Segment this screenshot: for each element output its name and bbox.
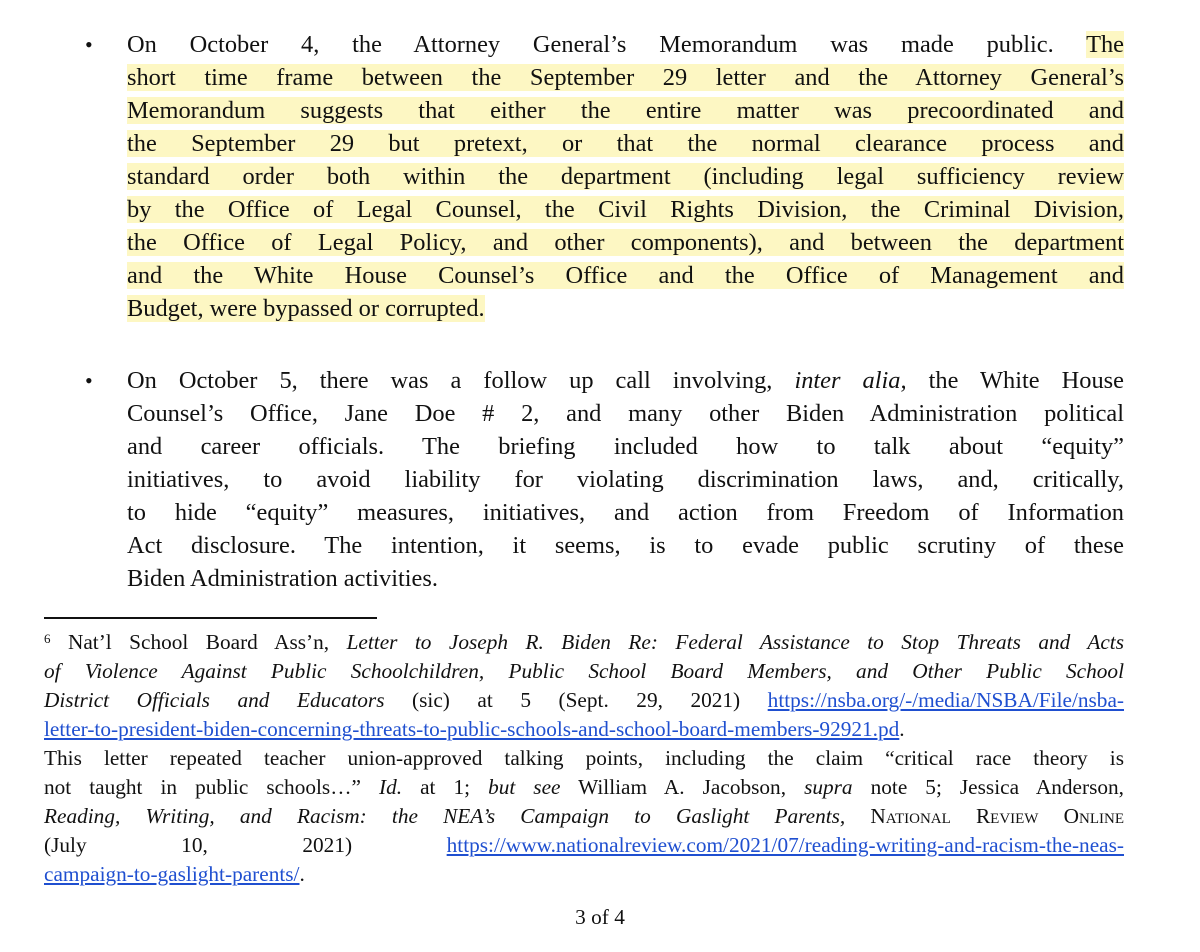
text-line <box>127 397 1124 430</box>
text-span: not taught in public schools…” <box>44 775 379 799</box>
footnote-6 <box>44 628 1124 889</box>
text-span: . <box>299 862 305 886</box>
italic-text: of Violence Against Public Schoolchildren, Public School Board Members, and Other Public School <box>44 659 1124 683</box>
text-span: note 5; Jessica Anderson, <box>852 775 1124 799</box>
national-review-link-continued[interactable]: campaign-to-gaslight-parents/ <box>44 862 300 886</box>
text-line <box>127 61 1124 94</box>
text-line <box>127 463 1124 496</box>
text-span: This letter repeated teacher union-approved talking points, including the claim “critical race theory is <box>44 746 1124 770</box>
text-span: . <box>899 717 905 741</box>
highlighted-text: short time frame between the September 29 letter and the Attorney General’s <box>127 64 1124 91</box>
italic-text: Reading, Writing, and Racism: the NEA’s Campaign to Gaslight Parents, <box>44 804 846 828</box>
footnote-marker: 6 <box>44 631 51 646</box>
text-span: and career officials. The briefing included how to talk about “equity” <box>127 433 1124 460</box>
text-line <box>127 562 1124 595</box>
publication-name: National Review Online <box>870 804 1124 828</box>
highlighted-text: and the White House Counsel’s Office and the Office of Management and <box>127 262 1124 289</box>
text-span: Biden Administration activities. <box>127 565 438 592</box>
text-span: Counsel’s Office, Jane Doe # 2, and many other Biden Administration political <box>127 400 1124 427</box>
footnote-line <box>44 831 1124 860</box>
text-span: to hide “equity” measures, initiatives, and action from Freedom of Information <box>127 499 1124 526</box>
highlighted-text: the Office of Legal Policy, and other components), and between the department <box>127 229 1124 256</box>
text-line <box>127 529 1124 562</box>
highlighted-text: by the Office of Legal Counsel, the Civil Rights Division, the Criminal Division, <box>127 196 1124 223</box>
italic-text: but see <box>488 775 561 799</box>
text-span: On October 5, there was a follow up call involving, <box>127 367 795 394</box>
national-review-link[interactable]: https://www.nationalreview.com/2021/07/reading-writing-and-racism-the-neas- <box>446 833 1124 857</box>
footnote-line <box>44 628 1124 657</box>
bullet-item-october-4 <box>85 28 1124 325</box>
footnote-line <box>44 657 1124 686</box>
italic-text: supra <box>804 775 853 799</box>
text-span: (sic) at 5 (Sept. 29, 2021) <box>384 688 768 712</box>
text-line <box>127 292 1124 325</box>
bullet-dot: • <box>85 32 93 57</box>
text-span <box>845 804 870 828</box>
text-line <box>127 94 1124 127</box>
text-line <box>127 364 1124 397</box>
text-span: Act disclosure. The intention, it seems, is to evade public scrutiny of these <box>127 532 1124 559</box>
text-line <box>127 160 1124 193</box>
footnote-line <box>44 715 1124 744</box>
text-span: Nat’l School Board Ass’n, <box>50 630 347 654</box>
italic-text: Id. <box>378 775 403 799</box>
text-line <box>127 193 1124 226</box>
text-span: the White House <box>906 367 1124 394</box>
text-span: William A. Jacobson, <box>560 775 805 799</box>
highlighted-text: The <box>1086 31 1124 58</box>
highlighted-text: Memorandum suggests that either the entire matter was precoordinated and <box>127 97 1124 124</box>
italic-text: inter alia, <box>794 367 907 394</box>
text-line <box>127 28 1124 61</box>
nsba-letter-link[interactable]: https://nsba.org/-/media/NSBA/File/nsba- <box>767 688 1124 712</box>
text-span: at 1; <box>402 775 489 799</box>
text-line <box>127 226 1124 259</box>
footnote-line <box>44 744 1124 773</box>
footnote-separator <box>44 617 377 619</box>
page-number: 3 of 4 <box>575 905 625 929</box>
footnote-line <box>44 860 1124 889</box>
footnote-line <box>44 773 1124 802</box>
text-line <box>127 430 1124 463</box>
text-line <box>127 496 1124 529</box>
footnote-line <box>44 802 1124 831</box>
nsba-letter-link-continued[interactable]: letter-to-president-biden-concerning-threats-to-public-schools-and-school-board-members-92921.pd <box>44 717 900 741</box>
text-line <box>127 127 1124 160</box>
bullet-item-october-5 <box>85 364 1124 595</box>
bullet-dot: • <box>85 368 93 393</box>
italic-text: Letter to Joseph R. Biden Re: Federal Assistance to Stop Threats and Acts <box>346 630 1124 654</box>
highlighted-text: the September 29 but pretext, or that the normal clearance process and <box>127 130 1124 157</box>
footnote-line <box>44 686 1124 715</box>
italic-text: District Officials and Educators <box>44 688 385 712</box>
text-span: On October 4, the Attorney General’s Memorandum was made public. <box>127 31 1087 58</box>
text-span: (July 10, 2021) <box>44 833 447 857</box>
text-span: initiatives, to avoid liability for violating discrimination laws, and, critically, <box>127 466 1124 493</box>
highlighted-text: Budget, were bypassed or corrupted. <box>127 295 485 322</box>
highlighted-text: standard order both within the department (including legal sufficiency review <box>127 163 1124 190</box>
text-line <box>127 259 1124 292</box>
